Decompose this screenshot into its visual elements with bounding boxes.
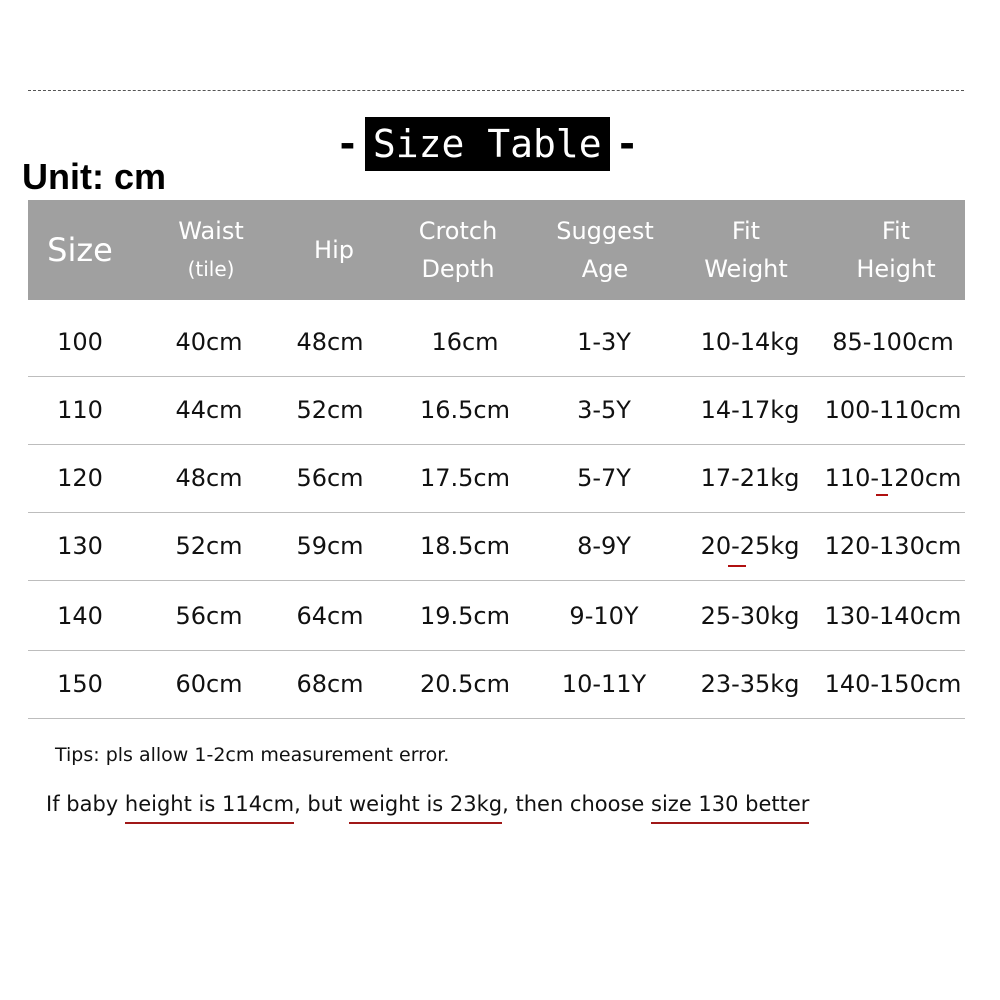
cell-hip: 48cm <box>296 328 364 356</box>
example-part1: If baby <box>46 792 125 816</box>
header-depth-label: Depth <box>421 255 495 283</box>
cell-fit-height: 130-140cm <box>824 602 962 630</box>
header-waist-label: Waist <box>178 217 244 245</box>
cell-size: 150 <box>57 670 103 698</box>
cell-size: 110 <box>57 396 103 424</box>
header-suggest-age <box>544 200 666 300</box>
header-waist-sub: (tile) <box>187 257 235 281</box>
example-part3: , then choose <box>502 792 652 816</box>
cell-waist: 52cm <box>175 532 243 560</box>
cell-waist: 60cm <box>175 670 243 698</box>
cell-size: 120 <box>57 464 103 492</box>
example-height: height is 114cm <box>125 792 294 824</box>
cell-fit-height: 120-130cm <box>824 532 962 560</box>
title-left-dash: - <box>336 122 359 166</box>
cell-crotch-depth: 18.5cm <box>419 532 510 560</box>
title-label: Size Table <box>365 117 610 171</box>
cell-size: 100 <box>57 328 103 356</box>
cell-crotch-depth: 16cm <box>431 328 499 356</box>
header-size <box>28 200 132 300</box>
table-row <box>28 308 965 377</box>
cell-crotch-depth: 19.5cm <box>419 602 510 630</box>
header-age-label: Age <box>581 255 629 283</box>
table-row <box>28 512 965 581</box>
table-row <box>28 650 965 719</box>
cell-size: 140 <box>57 602 103 630</box>
cell-hip: 64cm <box>296 602 364 630</box>
dashed-divider <box>28 90 964 91</box>
header-weight-label: Weight <box>704 255 788 283</box>
table-row <box>28 444 965 513</box>
cell-crotch-depth: 20.5cm <box>419 670 510 698</box>
example-weight: weight is 23kg <box>349 792 502 824</box>
unit-label: Unit: cm <box>22 156 166 197</box>
cell-crotch-depth: 16.5cm <box>419 396 510 424</box>
cell-fit-height: 110-120cm <box>824 464 962 492</box>
table-header <box>28 200 965 300</box>
header-size-label: Size <box>47 231 113 269</box>
cell-waist: 56cm <box>175 602 243 630</box>
table-row <box>28 376 965 445</box>
cell-fit-height: 100-110cm <box>824 396 962 424</box>
page-title <box>330 118 645 170</box>
cell-hip: 56cm <box>296 464 364 492</box>
cell-fit-weight: 14-17kg <box>700 396 800 424</box>
header-crotch-label: Crotch <box>418 217 498 245</box>
cell-fit-weight: 23-35kg <box>700 670 800 698</box>
cell-waist: 40cm <box>175 328 243 356</box>
header-hip-label: Hip <box>314 236 354 264</box>
tips-text: Tips: pls allow 1-2cm measurement error. <box>55 744 450 766</box>
cell-waist: 48cm <box>175 464 243 492</box>
header-height-label: Height <box>856 255 936 283</box>
header-hip <box>284 200 384 300</box>
cell-hip: 52cm <box>296 396 364 424</box>
example-part2: , but <box>294 792 349 816</box>
cell-fit-weight: 10-14kg <box>700 328 800 356</box>
cell-fit-height: 85-100cm <box>832 328 954 356</box>
red-mark-25 <box>728 565 746 567</box>
header-waist <box>158 200 264 300</box>
cell-fit-weight: 25-30kg <box>700 602 800 630</box>
cell-suggest-age: 5-7Y <box>577 464 631 492</box>
header-fit-label: Fit <box>731 217 761 245</box>
table-row <box>28 582 965 651</box>
cell-suggest-age: 9-10Y <box>569 602 639 630</box>
cell-suggest-age: 1-3Y <box>577 328 631 356</box>
cell-size: 130 <box>57 532 103 560</box>
header-crotch-depth <box>400 200 516 300</box>
cell-hip: 59cm <box>296 532 364 560</box>
cell-waist: 44cm <box>175 396 243 424</box>
header-fit-height <box>836 200 956 300</box>
header-suggest-label: Suggest <box>556 217 654 245</box>
header-fit2-label: Fit <box>881 217 911 245</box>
cell-suggest-age: 3-5Y <box>577 396 631 424</box>
example-text <box>46 792 809 816</box>
cell-crotch-depth: 17.5cm <box>419 464 510 492</box>
cell-suggest-age: 8-9Y <box>577 532 631 560</box>
cell-suggest-age: 10-11Y <box>561 670 647 698</box>
cell-fit-weight: 17-21kg <box>700 464 800 492</box>
cell-fit-weight: 20-25kg <box>700 532 800 560</box>
example-size: size 130 better <box>651 792 809 824</box>
title-right-dash: - <box>615 122 639 166</box>
red-mark-120 <box>876 494 888 496</box>
header-fit-weight <box>688 200 804 300</box>
cell-hip: 68cm <box>296 670 364 698</box>
cell-fit-height: 140-150cm <box>824 670 962 698</box>
